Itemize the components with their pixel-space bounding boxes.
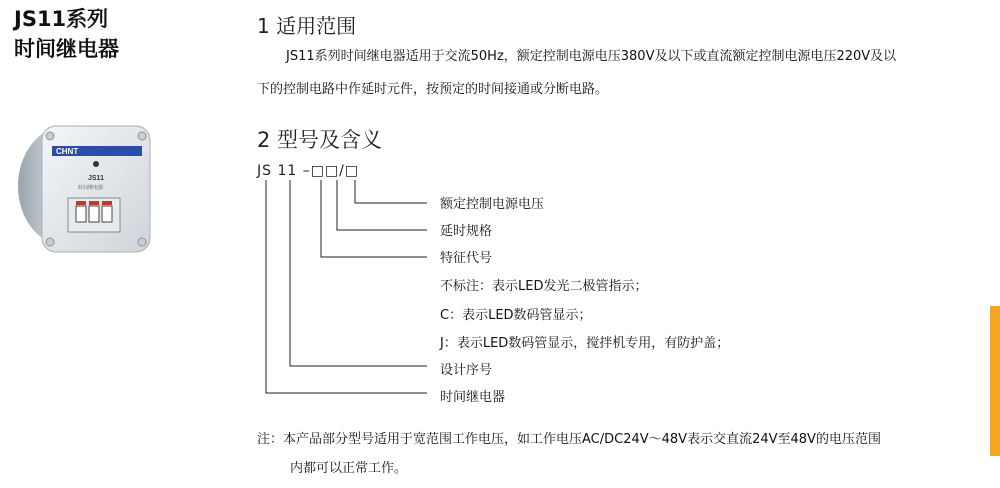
orange-side-tab [990,306,1000,456]
label-time-relay: 时间继电器 [440,390,506,405]
model-code: JS 11 –□□/□ [257,163,360,179]
section-1-text-line1: JS11系列时间继电器适用于交流50Hz，额定控制电源电压380V及以下或直流额定控制电源电压220V及以 [286,49,897,64]
label-note-c: C：表示LED数码管显示； [440,308,592,323]
relay-brand: CHNT [56,147,79,156]
relay-model: JS11 [88,175,104,182]
section-1-text-line2: 下的控制电路中作延时元件，按预定的时间接通或分断电路。 [257,82,609,97]
model-code-diagram [257,175,437,405]
series-title-line1: JS11系列 [14,7,109,31]
relay-subtitle: 时间继电器 [78,185,104,191]
connector-rated-voltage [355,180,427,203]
series-title [14,4,119,64]
section-2-title: 2 型号及含义 [257,128,383,152]
relay-product-image [14,118,154,258]
note-line1: 注：本产品部分型号适用于宽范围工作电压，如工作电压AC/DC24V～48V表示交直流24V至48V的电压范围 [257,432,881,447]
label-rated-voltage: 额定控制电源电压 [440,197,545,212]
connector-delay-spec [337,180,427,230]
label-feature-code: 特征代号 [440,251,493,266]
series-title-line2: 时间继电器 [14,37,119,61]
section-1-title: 1 适用范围 [257,14,357,38]
label-note-none: 不标注：表示LED发光二极管指示； [440,279,648,294]
connector-design-no [290,180,427,366]
label-design-no: 设计序号 [440,363,493,378]
note-line2: 内都可以正常工作。 [290,461,408,476]
label-delay-spec: 延时规格 [440,224,493,239]
label-note-j: J：表示LED数码管显示，搅拌机专用，有防护盖； [440,336,730,351]
